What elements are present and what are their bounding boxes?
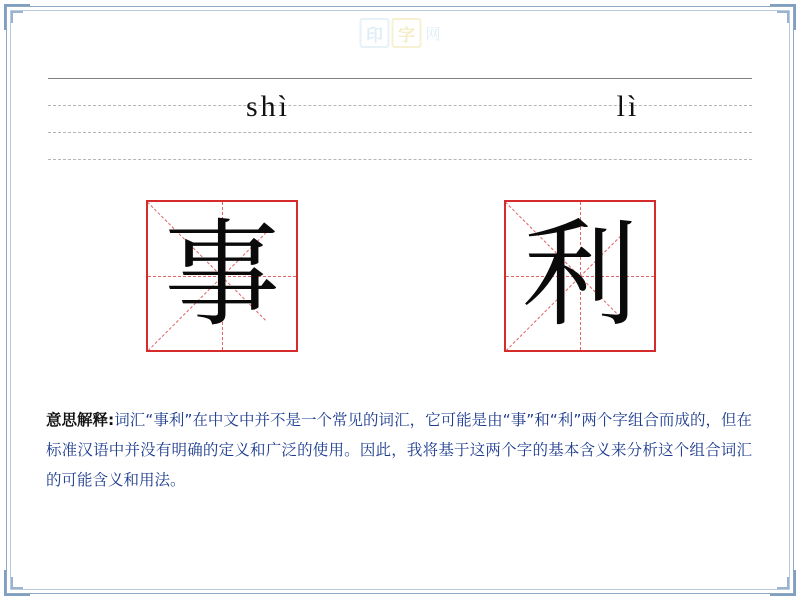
staff-line-lower-middle xyxy=(48,132,752,133)
character-grid-cell-first xyxy=(146,200,298,352)
watermark-text: 网 xyxy=(425,24,441,43)
explanation-text: 词汇“事利”在中文中并不是一个常见的词汇，它可能是由“事”和“利”两个字组合而成的，但在标准汉语中并没有明确的定义和广泛的使用。因此，我将基于这两个字的基本含义来分析这个组合词汇的可能含义和用法。 xyxy=(46,411,752,490)
staff-line-bottom xyxy=(48,159,752,160)
character-glyph-first: 事 xyxy=(164,208,280,343)
corner-ornament-bottom-right xyxy=(770,570,796,596)
staff-line-top xyxy=(48,78,752,79)
pinyin-first-syllable: shì xyxy=(245,90,290,123)
site-watermark-logo xyxy=(359,18,440,48)
corner-ornament-top-right xyxy=(770,4,796,30)
watermark-box-one: 印 xyxy=(359,18,389,48)
character-glyph-second: 利 xyxy=(522,208,638,343)
pinyin-second-syllable: lì xyxy=(616,90,640,123)
character-grid-cell-second xyxy=(504,200,656,352)
pinyin-four-line-staff xyxy=(48,78,752,160)
character-grid-row xyxy=(0,200,800,360)
explanation-paragraph xyxy=(46,405,752,496)
explanation-label: 意思解释: xyxy=(46,411,115,429)
corner-ornament-bottom-left xyxy=(4,570,30,596)
watermark-box-two: 字 xyxy=(391,18,421,48)
corner-ornament-top-left xyxy=(4,4,30,30)
